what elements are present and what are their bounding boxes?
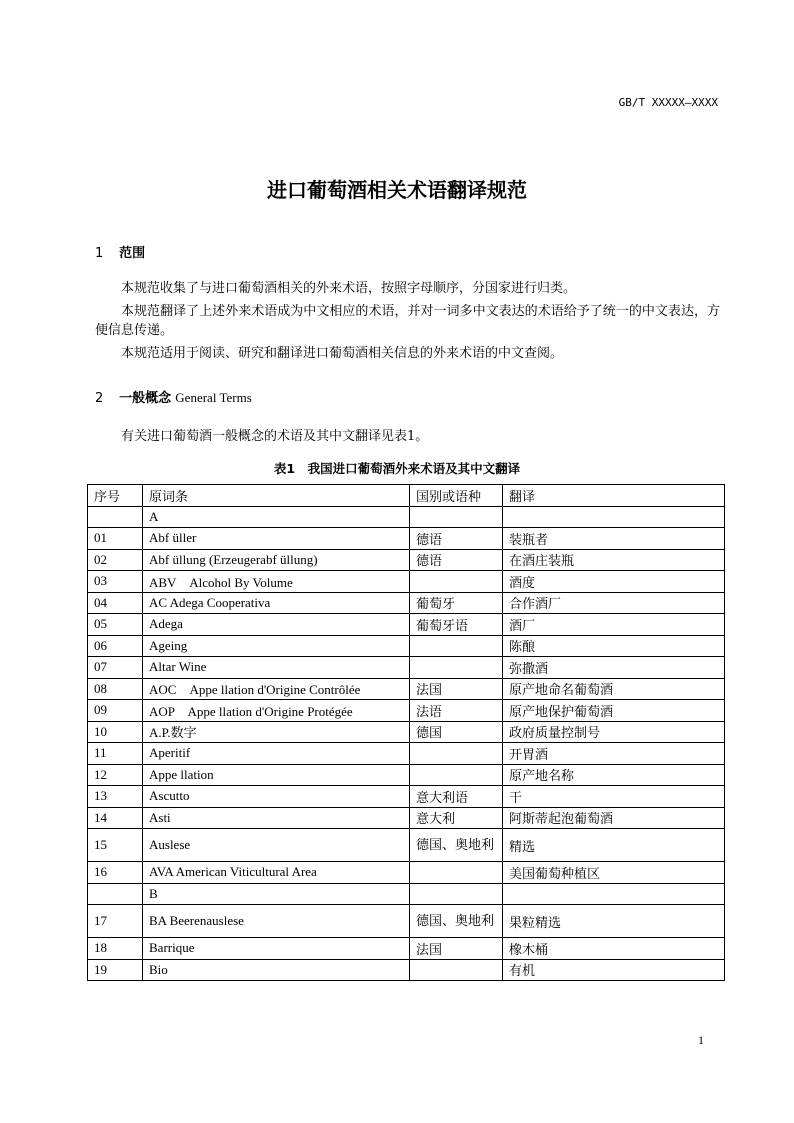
translation: 原产地保护葡萄酒 (503, 700, 725, 722)
row-number: 15 (88, 829, 143, 862)
column-header: 国别或语种 (410, 485, 503, 507)
table-row (88, 764, 725, 786)
source-term: Bio (143, 959, 410, 981)
country-or-language: 德国、奥地利 (410, 829, 503, 862)
country-or-language: 德国 (410, 721, 503, 743)
source-term: Adega (143, 614, 410, 636)
section-number: 1 (95, 246, 104, 261)
table-row (88, 571, 725, 593)
row-number: 05 (88, 614, 143, 636)
table-row (88, 786, 725, 808)
source-term: Ascutto (143, 786, 410, 808)
country-or-language (410, 635, 503, 657)
row-number: 11 (88, 743, 143, 765)
source-term: Barrique (143, 938, 410, 960)
translation: 合作酒厂 (503, 592, 725, 614)
country-or-language (410, 743, 503, 765)
country-or-language (410, 657, 503, 679)
table-row (88, 829, 725, 862)
paragraph: 本规范翻译了上述外来术语成为中文相应的术语，并对一词多中文表达的术语给予了统一的中文表达，方便信息传递。 (95, 304, 720, 338)
column-header: 序号 (88, 485, 143, 507)
translation: 酒厂 (503, 614, 725, 636)
translation: 橡木桶 (503, 938, 725, 960)
section-1-heading (95, 242, 145, 261)
column-header: 翻译 (503, 485, 725, 507)
table-row (88, 549, 725, 571)
section-title: 范围 (119, 246, 146, 261)
row-number: 18 (88, 938, 143, 960)
translation: 开胃酒 (503, 743, 725, 765)
table-row (88, 938, 725, 960)
row-number: 02 (88, 549, 143, 571)
paragraph: 本规范收集了与进口葡萄酒相关的外来术语，按照字母顺序，分国家进行归类。 (121, 281, 577, 296)
section-title: 一般概念 (119, 391, 172, 406)
row-number: 14 (88, 807, 143, 829)
source-term: AOC Appe llation d'Origine Contrôlée (143, 678, 410, 700)
country-or-language (410, 959, 503, 981)
row-number: 07 (88, 657, 143, 679)
country-or-language (410, 571, 503, 593)
standard-code: GB/T XXXXX—XXXX (618, 96, 718, 109)
table-header-row (88, 485, 725, 507)
country-or-language: 法国 (410, 678, 503, 700)
country-or-language (410, 862, 503, 884)
source-term: A.P.数字 (143, 721, 410, 743)
section-title-english: General Terms (175, 390, 252, 405)
column-header: 原词条 (143, 485, 410, 507)
translation: 果粒精选 (503, 905, 725, 938)
source-term: Appe llation (143, 764, 410, 786)
source-term: Altar Wine (143, 657, 410, 679)
row-number: 12 (88, 764, 143, 786)
source-term: Abf üllung (Erzeugerabf üllung) (143, 549, 410, 571)
translation: 原产地命名葡萄酒 (503, 678, 725, 700)
terms-table (87, 484, 725, 981)
table-row (88, 862, 725, 884)
table-row (88, 528, 725, 550)
table-row (88, 721, 725, 743)
row-number: 13 (88, 786, 143, 808)
country-or-language: 法国 (410, 938, 503, 960)
table-row (88, 592, 725, 614)
translation: 有机 (503, 959, 725, 981)
row-number: 04 (88, 592, 143, 614)
table-row (88, 700, 725, 722)
country-or-language: 意大利 (410, 807, 503, 829)
table-row (88, 657, 725, 679)
source-term: Aperitif (143, 743, 410, 765)
table-row (88, 614, 725, 636)
paragraph: 本规范适用于阅读、研究和翻译进口葡萄酒相关信息的外来术语的中文查阅。 (121, 346, 564, 361)
row-number: 01 (88, 528, 143, 550)
row-number: 09 (88, 700, 143, 722)
source-term: AOP Appe llation d'Origine Protégée (143, 700, 410, 722)
letter-label: A (143, 506, 410, 528)
translation: 在酒庄装瓶 (503, 549, 725, 571)
letter-group-row (88, 506, 725, 528)
translation: 酒度 (503, 571, 725, 593)
source-term: Auslese (143, 829, 410, 862)
source-term: ABV Alcohol By Volume (143, 571, 410, 593)
row-number: 10 (88, 721, 143, 743)
table-caption: 表1 我国进口葡萄酒外来术语及其中文翻译 (273, 461, 521, 476)
document-title: 进口葡萄酒相关术语翻译规范 (267, 178, 527, 202)
table-row (88, 743, 725, 765)
source-term: Abf üller (143, 528, 410, 550)
country-or-language: 德语 (410, 549, 503, 571)
source-term: BA Beerenauslese (143, 905, 410, 938)
translation: 美国葡萄种植区 (503, 862, 725, 884)
section-number: 2 (95, 391, 104, 406)
country-or-language: 德语 (410, 528, 503, 550)
row-number: 08 (88, 678, 143, 700)
source-term: AVA American Viticultural Area (143, 862, 410, 884)
country-or-language: 德国、奥地利 (410, 905, 503, 938)
country-or-language: 葡萄牙语 (410, 614, 503, 636)
letter-group-row (88, 883, 725, 905)
source-term: AC Adega Cooperativa (143, 592, 410, 614)
row-number: 03 (88, 571, 143, 593)
translation: 阿斯蒂起泡葡萄酒 (503, 807, 725, 829)
translation: 干 (503, 786, 725, 808)
table-row (88, 635, 725, 657)
source-term: Asti (143, 807, 410, 829)
paragraph: 有关进口葡萄酒一般概念的术语及其中文翻译见表1。 (121, 429, 429, 444)
table-row (88, 678, 725, 700)
row-number: 17 (88, 905, 143, 938)
letter-label: B (143, 883, 410, 905)
translation: 原产地名称 (503, 764, 725, 786)
country-or-language: 法语 (410, 700, 503, 722)
translation: 精选 (503, 829, 725, 862)
country-or-language: 意大利语 (410, 786, 503, 808)
page-number: 1 (698, 1033, 704, 1047)
country-or-language: 葡萄牙 (410, 592, 503, 614)
table-row (88, 959, 725, 981)
row-number: 06 (88, 635, 143, 657)
translation: 陈酿 (503, 635, 725, 657)
table-row (88, 807, 725, 829)
row-number: 16 (88, 862, 143, 884)
row-number: 19 (88, 959, 143, 981)
table-row (88, 905, 725, 938)
translation: 政府质量控制号 (503, 721, 725, 743)
translation: 装瓶者 (503, 528, 725, 550)
source-term: Ageing (143, 635, 410, 657)
country-or-language (410, 764, 503, 786)
translation: 弥撒酒 (503, 657, 725, 679)
section-2-heading (95, 387, 252, 406)
